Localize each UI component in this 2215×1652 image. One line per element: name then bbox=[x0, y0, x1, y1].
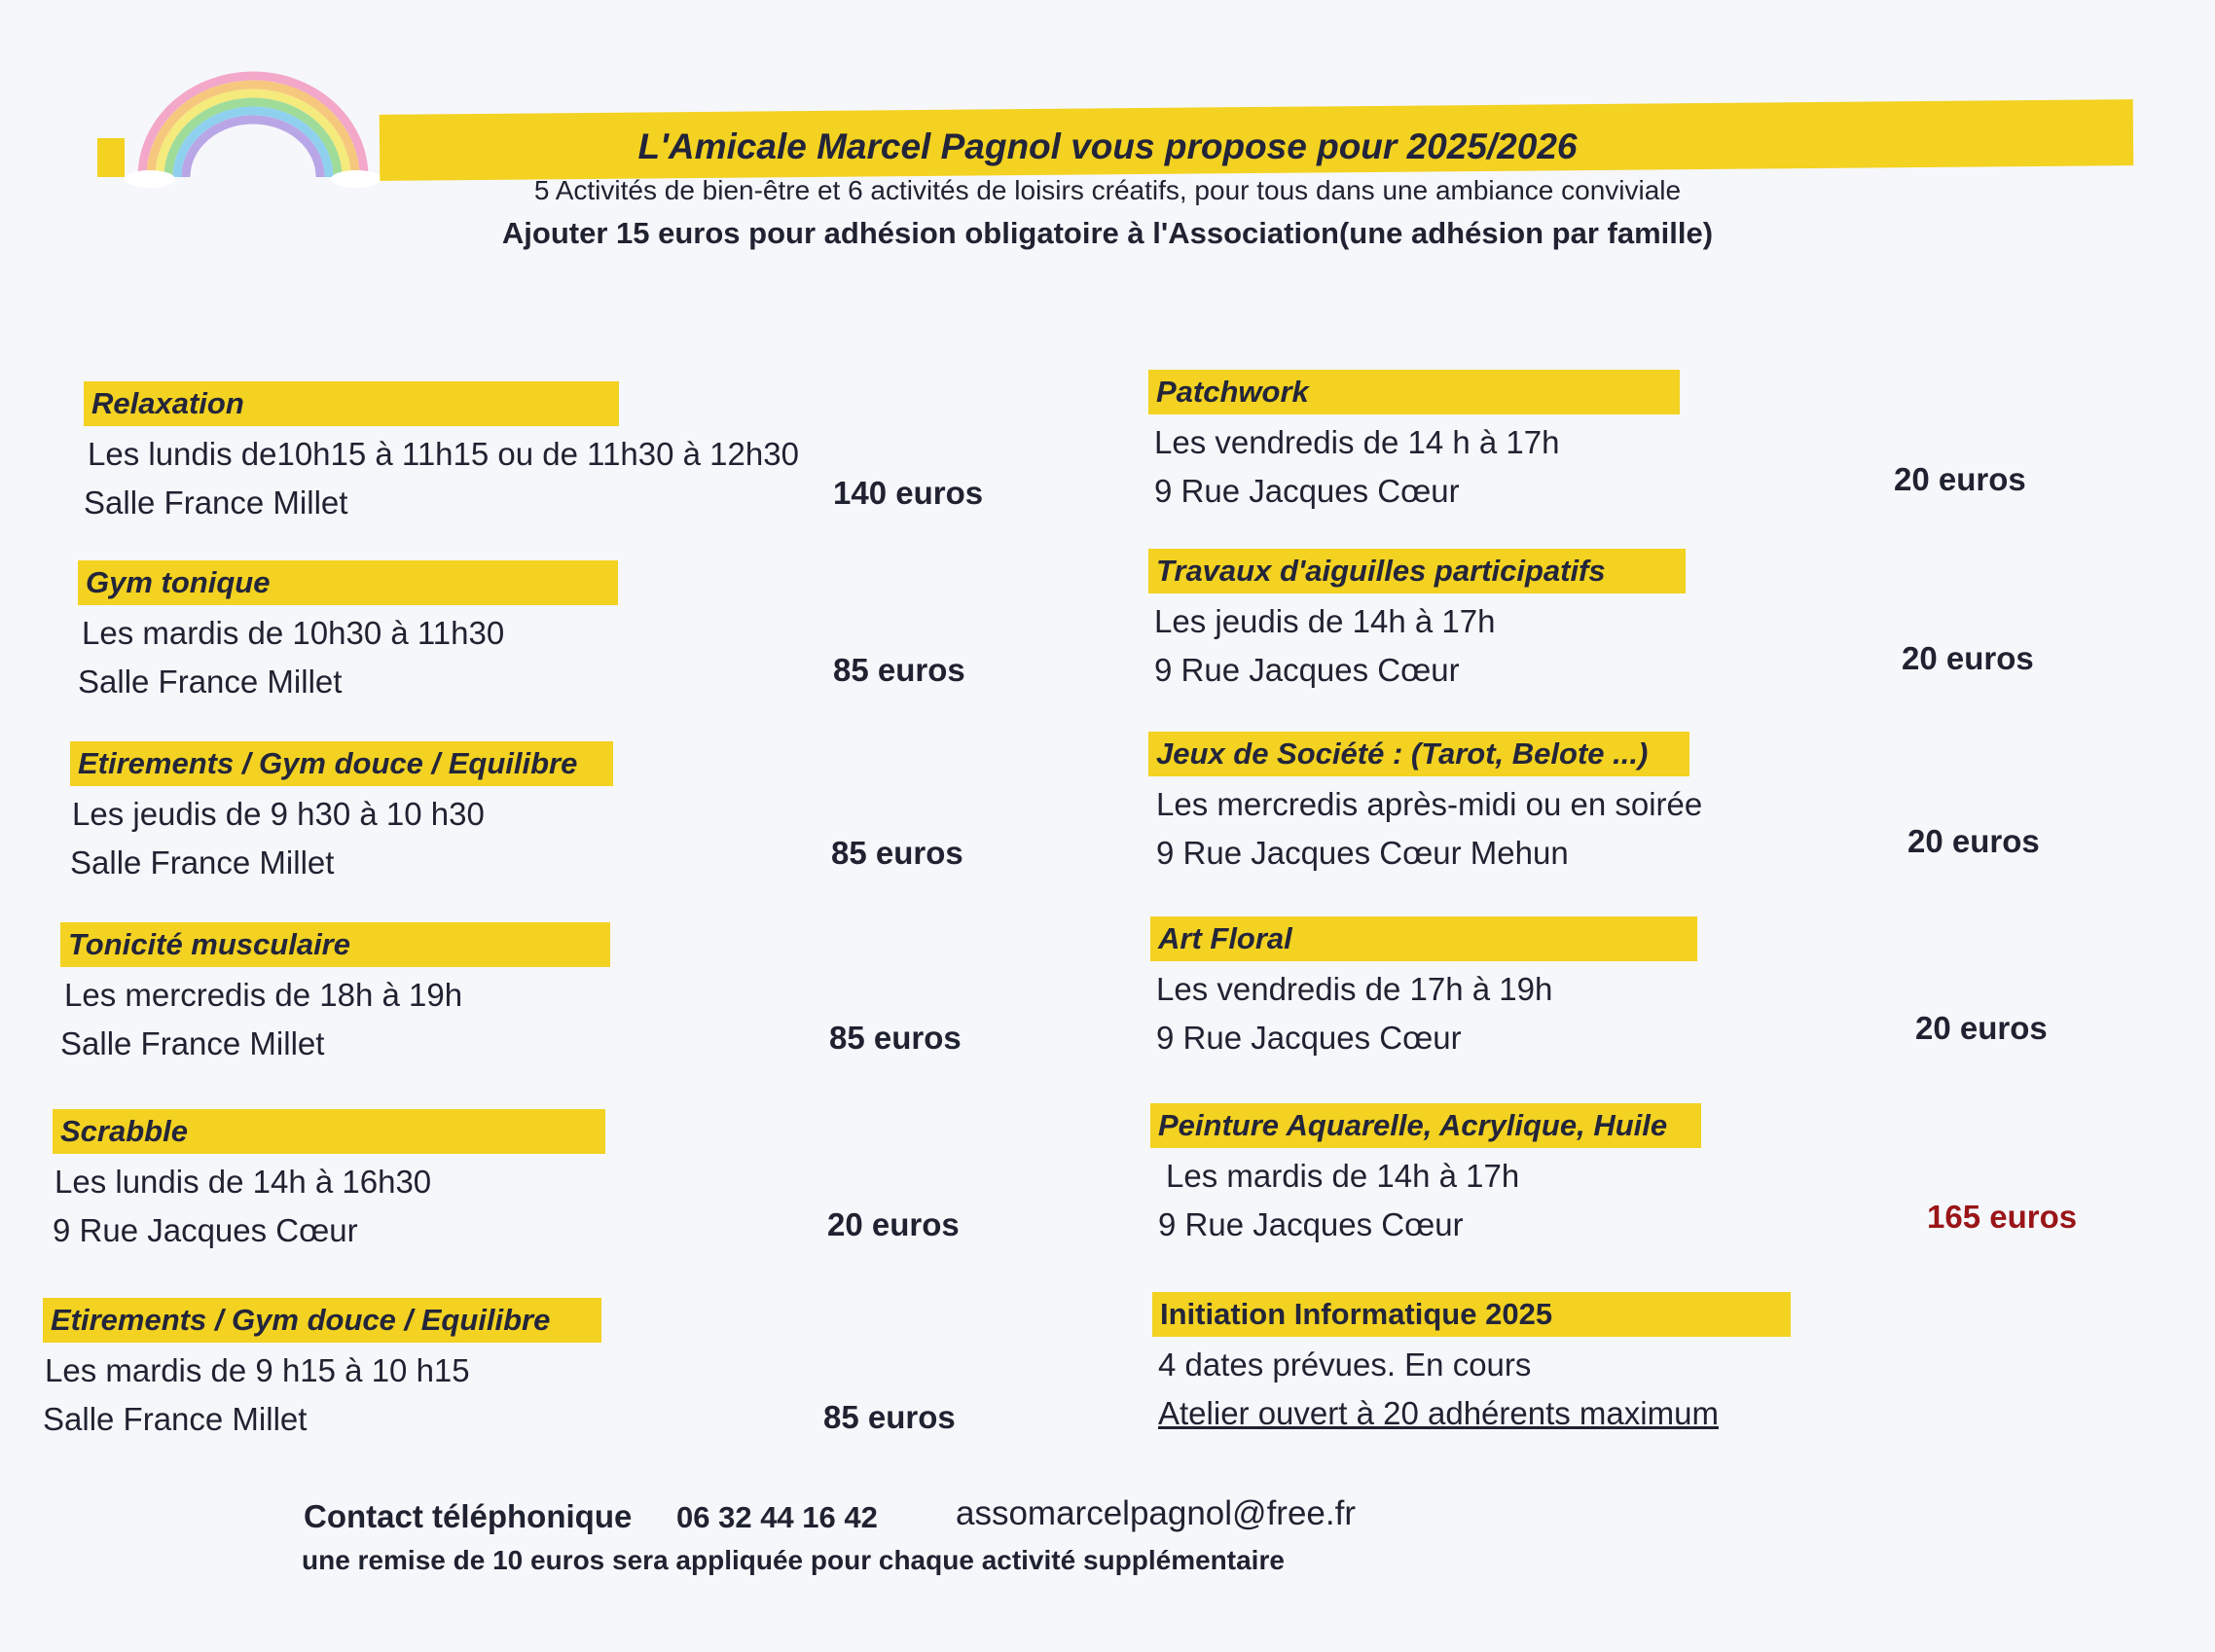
activity-travaux-aiguilles bbox=[1148, 549, 1686, 689]
activity-schedule: Les mercredis après-midi ou en soirée bbox=[1156, 786, 1703, 822]
contact-phone: 06 32 44 16 42 bbox=[676, 1500, 878, 1534]
activity-price: 85 euros bbox=[823, 1399, 956, 1435]
activity-place: 9 Rue Jacques Cœur bbox=[1158, 1206, 1464, 1242]
activity-schedule: Les vendredis de 14 h à 17h bbox=[1154, 424, 1560, 460]
activity-place: Salle France Millet bbox=[43, 1401, 308, 1437]
activity-note: Atelier ouvert à 20 adhérents maximum bbox=[1158, 1395, 1719, 1431]
subtitle: 5 Activités de bien-être et 6 activités de loisirs créatifs, pour tous dans une ambiance conviviale bbox=[533, 175, 1682, 205]
activity-place: 9 Rue Jacques Cœur bbox=[1154, 652, 1460, 688]
activity-title: Jeux de Société : (Tarot, Belote ...) bbox=[1148, 732, 1689, 776]
activity-schedule: 4 dates prévues. En cours bbox=[1158, 1347, 1532, 1383]
activity-place: 9 Rue Jacques Cœur bbox=[1156, 1020, 1462, 1056]
activity-relaxation bbox=[84, 381, 799, 521]
activity-price: 85 euros bbox=[829, 1020, 962, 1056]
activity-informatique bbox=[1152, 1292, 1791, 1432]
activity-title: Relaxation bbox=[84, 381, 619, 426]
activity-price: 85 euros bbox=[831, 835, 963, 871]
activity-schedule: Les mardis de 10h30 à 11h30 bbox=[82, 615, 505, 651]
activity-price: 165 euros bbox=[1927, 1199, 2078, 1235]
activity-title: Tonicité musculaire bbox=[60, 922, 610, 967]
activity-etirements-mardi bbox=[43, 1298, 601, 1438]
activity-schedule: Les mardis de 9 h15 à 10 h15 bbox=[45, 1352, 470, 1388]
activity-etirements-jeudi bbox=[70, 741, 613, 881]
activity-schedule: Les mardis de 14h à 17h bbox=[1166, 1158, 1520, 1194]
activity-price: 20 euros bbox=[1902, 640, 2034, 676]
activity-patchwork bbox=[1148, 370, 1680, 510]
activity-place: Salle France Millet bbox=[70, 844, 335, 880]
activity-schedule: Les jeudis de 14h à 17h bbox=[1154, 603, 1496, 639]
activity-title: Patchwork bbox=[1148, 370, 1680, 414]
activity-title: Art Floral bbox=[1150, 916, 1697, 961]
activity-tonicite bbox=[60, 922, 610, 1062]
activity-place: Salle France Millet bbox=[84, 485, 348, 521]
activity-schedule: Les jeudis de 9 h30 à 10 h30 bbox=[72, 796, 485, 832]
membership-note: Ajouter 15 euros pour adhésion obligatoire à l'Association(une adhésion par famille) bbox=[501, 216, 1714, 250]
activity-place: 9 Rue Jacques Cœur bbox=[53, 1212, 358, 1248]
activity-price: 85 euros bbox=[833, 652, 965, 688]
activity-title: Initiation Informatique 2025 bbox=[1152, 1292, 1791, 1337]
activity-title: Peinture Aquarelle, Acrylique, Huile bbox=[1150, 1103, 1701, 1148]
activity-price: 20 euros bbox=[1894, 461, 2026, 497]
activity-place: 9 Rue Jacques Cœur bbox=[1154, 473, 1460, 509]
activity-schedule: Les vendredis de 17h à 19h bbox=[1156, 971, 1553, 1007]
activity-title: Gym tonique bbox=[78, 560, 618, 605]
contact-label: Contact téléphonique bbox=[304, 1498, 633, 1534]
activity-place: Salle France Millet bbox=[60, 1025, 325, 1061]
activity-scrabble bbox=[53, 1109, 605, 1249]
activity-title: Etirements / Gym douce / Equilibre bbox=[43, 1298, 601, 1343]
activity-art-floral bbox=[1150, 916, 1697, 1057]
activity-price: 140 euros bbox=[833, 475, 984, 511]
activity-title: Travaux d'aiguilles participatifs bbox=[1148, 549, 1686, 593]
activity-gym-tonique bbox=[78, 560, 618, 700]
activity-place: 9 Rue Jacques Cœur Mehun bbox=[1156, 835, 1569, 871]
activity-peinture bbox=[1150, 1103, 1701, 1243]
activity-schedule: Les lundis de 14h à 16h30 bbox=[54, 1164, 432, 1200]
activity-title: Scrabble bbox=[53, 1109, 605, 1154]
activity-price: 20 euros bbox=[827, 1206, 960, 1242]
contact-email: assomarcelpagnol@free.fr bbox=[956, 1494, 1356, 1532]
activity-place: Salle France Millet bbox=[78, 664, 343, 700]
activity-schedule: Les mercredis de 18h à 19h bbox=[64, 977, 463, 1013]
activity-schedule: Les lundis de10h15 à 11h15 ou de 11h30 à 12h30 bbox=[88, 436, 799, 472]
activity-title: Etirements / Gym douce / Equilibre bbox=[70, 741, 613, 786]
page-title: L'Amicale Marcel Pagnol vous propose pour 2025/2026 bbox=[637, 126, 1578, 166]
discount-note: une remise de 10 euros sera appliquée pour chaque activité supplémentaire bbox=[302, 1545, 1285, 1575]
activity-price: 20 euros bbox=[1907, 823, 2040, 859]
activity-price: 20 euros bbox=[1915, 1010, 2048, 1046]
activity-jeux-societe bbox=[1148, 732, 1702, 872]
